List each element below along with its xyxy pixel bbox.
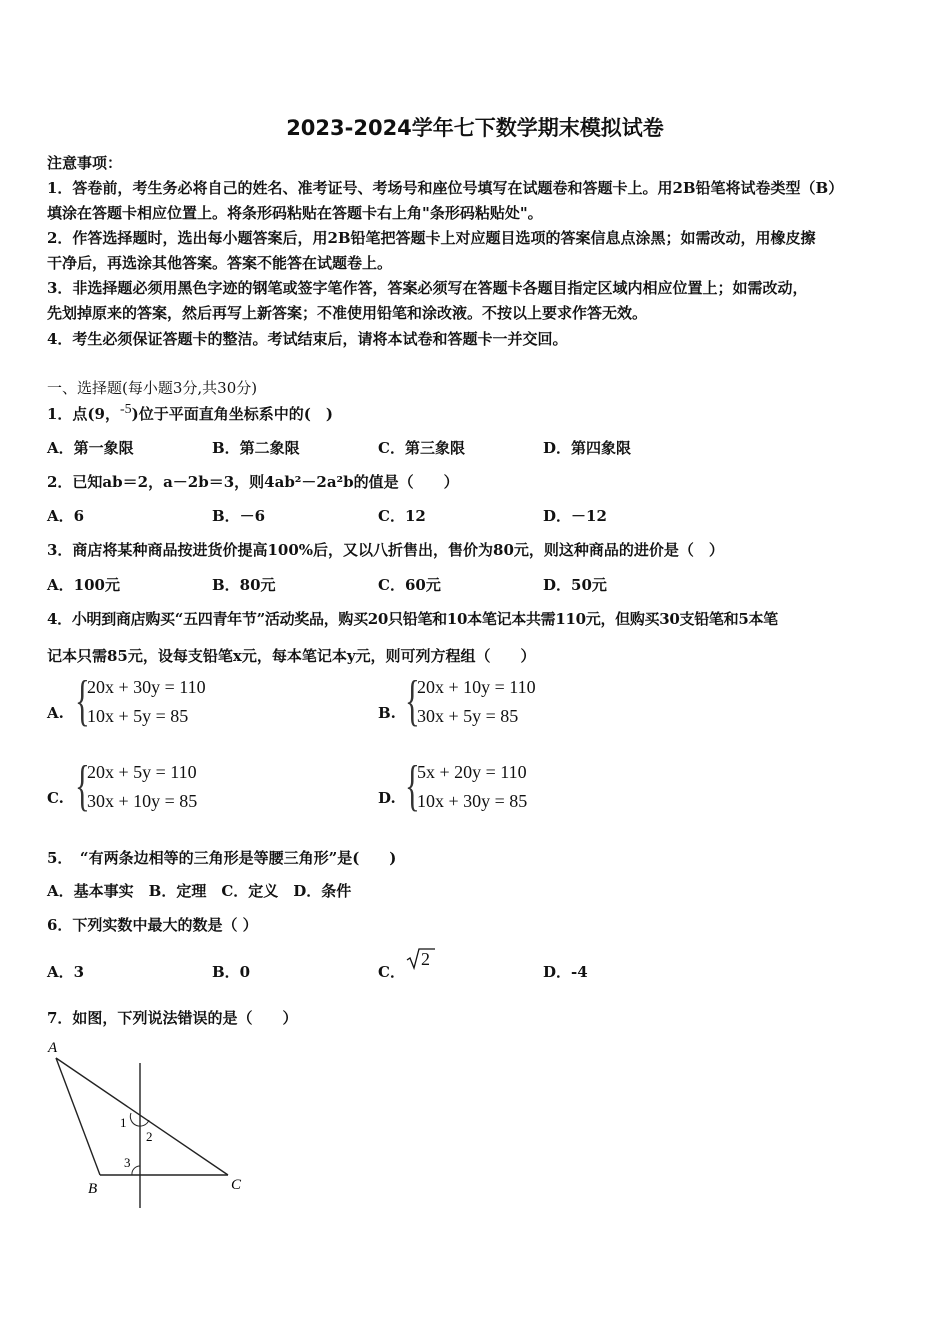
q1-option-d[interactable]: D．第四象限 [543, 439, 632, 457]
q4-b-equation-2: 30x + 5y = 85 [417, 706, 519, 726]
page-title: 2023-2024学年七下数学期末模拟试卷 [286, 116, 664, 140]
angle-label-3: 3 [124, 1155, 131, 1170]
section-heading: 一、选择题(每小题3分,共30分) [47, 379, 258, 397]
angle-label-1: 1 [120, 1115, 127, 1130]
q2-option-c[interactable]: C．12 [378, 507, 426, 525]
q1-text-post: )位于平面直角坐标系中的( ) [131, 405, 333, 423]
q4-option-b-label[interactable]: B. [378, 704, 396, 722]
question-6: 6．下列实数中最大的数是（ ） [47, 916, 258, 934]
q6-option-d[interactable]: D．-4 [543, 963, 588, 981]
q2-option-a[interactable]: A．6 [47, 507, 85, 525]
q6-option-c[interactable]: C． [378, 963, 405, 981]
q4-option-d-label[interactable]: D. [378, 789, 396, 807]
q2-option-b[interactable]: B．－6 [212, 507, 266, 525]
q4-option-c-label[interactable]: C. [47, 789, 64, 807]
notice-line: 填涂在答题卡相应位置上。将条形码粘贴在答题卡右上角"条形码粘贴处"。 [47, 204, 543, 222]
angle-label-2: 2 [146, 1129, 153, 1144]
notice-line: 1．答卷前，考生务必将自己的姓名、准考证号、考场号和座位号填写在试题卷和答题卡上。用2B铅笔将试卷类型（B） [47, 179, 844, 197]
q4-b-equation-1: 20x + 10y = 110 [417, 677, 536, 697]
q7-figure [40, 1030, 260, 1215]
notice-heading: 注意事项： [47, 154, 123, 172]
triangle-diagram [40, 1030, 260, 1215]
side-ac [56, 1058, 228, 1175]
angle-arc-3 [132, 1166, 140, 1175]
notice-line: 先划掉原来的答案，然后再写上新答案；不准使用铅笔和涂改液。不按以上要求作答无效。 [47, 304, 648, 322]
q4-a-equation-1: 20x + 30y = 110 [87, 677, 206, 697]
notice-line: 4．考生必须保证答题卡的整洁。考试结束后，请将本试卷和答题卡一并交回。 [47, 330, 568, 348]
question-4-line-2: 记本只需85元，设每支铅笔x元，每本笔记本y元，则可列方程组（ ） [47, 647, 536, 665]
q3-option-b[interactable]: B．80元 [212, 576, 276, 594]
notice-line: 3．非选择题必须用黑色字迹的钢笔或签字笔作答，答案必须写在答题卡各题目指定区域内相应位置上；如需改动， [47, 279, 808, 297]
q4-d-equation-1: 5x + 20y = 110 [417, 762, 527, 782]
q3-option-a[interactable]: A．100元 [47, 576, 120, 594]
label-b: B [88, 1181, 98, 1197]
label-a: A [48, 1040, 58, 1056]
q6-option-b[interactable]: B．0 [212, 963, 251, 981]
q1-coordinate: -5 [119, 402, 132, 417]
q1-option-a[interactable]: A．第一象限 [47, 439, 134, 457]
q6-option-a[interactable]: A．3 [47, 963, 85, 981]
q1-text-pre: 1．点(9， [47, 405, 120, 423]
side-ab [56, 1058, 100, 1175]
question-2: 2．已知ab＝2，a－2b＝3，则4ab²－2a²b的值是（ ） [47, 473, 459, 491]
q4-d-equation-2: 10x + 30y = 85 [417, 791, 528, 811]
notice-line: 干净后，再选涂其他答案。答案不能答在试题卷上。 [47, 254, 393, 272]
label-c: C [231, 1177, 242, 1193]
question-4-line-1: 4．小明到商店购买“五四青年节”活动奖品，购买20只铅笔和10本笔记本共需110元，但购买30支铅笔和5本笔 [47, 610, 778, 628]
brace-icon: { [75, 670, 90, 732]
sqrt-radicand: 2 [421, 949, 430, 969]
notice-line: 2．作答选择题时，选出每小题答案后，用2B铅笔把答题卡上对应题目选项的答案信息点涂黑；如需改动，用橡皮擦 [47, 229, 816, 247]
q4-c-equation-2: 30x + 10y = 85 [87, 791, 198, 811]
brace-icon: { [75, 755, 90, 817]
question-3: 3．商店将某种商品按进货价提高100%后，又以八折售出，售价为80元，则这种商品的进价是（ ） [47, 541, 724, 559]
q3-option-c[interactable]: C．60元 [378, 576, 441, 594]
q4-c-equation-1: 20x + 5y = 110 [87, 762, 197, 782]
sqrt-expression [406, 947, 436, 975]
brace-icon: { [405, 670, 420, 732]
question-5: 5． “有两条边相等的三角形是等腰三角形”是( ) [47, 849, 397, 867]
q5-options[interactable]: A．基本事实 B．定理 C．定义 D．条件 [47, 882, 352, 900]
q4-a-equation-2: 10x + 5y = 85 [87, 706, 189, 726]
q3-option-d[interactable]: D．50元 [543, 576, 607, 594]
q2-option-d[interactable]: D．－12 [543, 507, 607, 525]
q4-option-a-label[interactable]: A. [47, 704, 64, 722]
q1-option-c[interactable]: C．第三象限 [378, 439, 465, 457]
brace-icon: { [405, 755, 420, 817]
question-1 [47, 402, 333, 424]
q1-option-b[interactable]: B．第二象限 [212, 439, 300, 457]
question-7: 7．如图，下列说法错误的是（ ） [47, 1009, 298, 1027]
